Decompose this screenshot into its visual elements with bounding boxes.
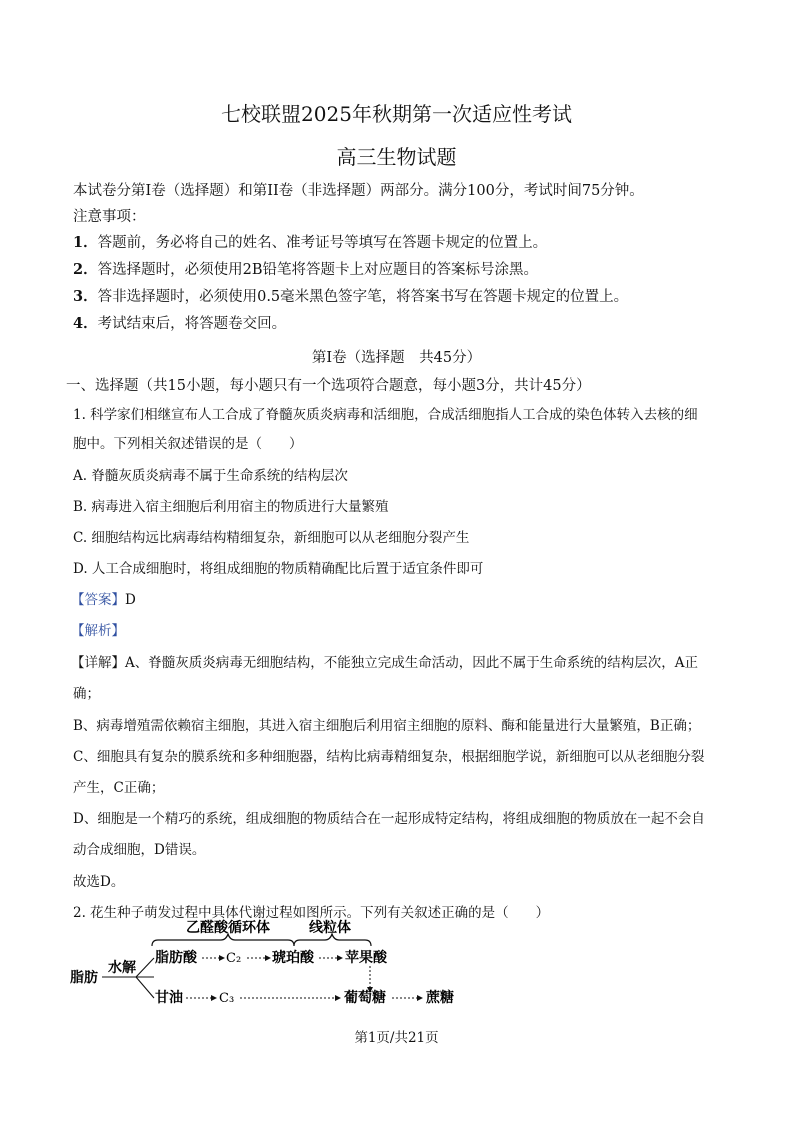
q1-detail-d-line1: D、细胞是一个精巧的系统，组成细胞的物质结合在一起形成特定结构，将组成细胞的物质放在一起不会自 bbox=[73, 811, 705, 827]
detail-tag: 【详解】 bbox=[71, 655, 125, 671]
q1-option-b: B. 病毒进入宿主细胞后利用宿主的物质进行大量繁殖 bbox=[73, 499, 389, 515]
q1-option-c: C. 细胞结构远比病毒结构精细复杂，新细胞可以从老细胞分裂产生 bbox=[73, 530, 470, 546]
node-fat: 脂肪 bbox=[70, 970, 98, 986]
notice-text: 答非选择题时，必须使用0.5毫米黑色签字笔，将答案书写在答题卡规定的位置上。 bbox=[97, 289, 629, 305]
q1-stem-line1: 1. 科学家们相继宣布人工合成了脊髓灰质炎病毒和活细胞，合成活细胞指人工合成的染色体转入去核的细 bbox=[73, 407, 698, 423]
node-succinate: 琥珀酸 bbox=[272, 950, 314, 966]
q1-option-d: D. 人工合成细胞时，将组成细胞的物质精确配比后置于适宜条件即可 bbox=[73, 561, 484, 577]
q1-conclusion: 故选D。 bbox=[73, 874, 125, 890]
q1-detail-c-line2: 产生，C正确； bbox=[73, 780, 165, 796]
node-sucrose: 蔗糖 bbox=[426, 990, 454, 1006]
section-title: 第I卷（选择题 共45分） bbox=[311, 350, 482, 366]
q1-option-a: A. 脊髓灰质炎病毒不属于生命系统的结构层次 bbox=[73, 468, 348, 484]
detail-a-text: A、脊髓灰质炎病毒无细胞结构，不能独立完成生命活动，因此不属于生命系统的结构层次，A正 bbox=[125, 655, 698, 671]
q1-detail-a-line2: 确； bbox=[73, 686, 100, 702]
part-title: 一、选择题（共15小题，每小题只有一个选项符合题意，每小题3分，共计45分） bbox=[66, 378, 591, 394]
q1-answer bbox=[71, 588, 136, 608]
branch-upper bbox=[136, 958, 154, 977]
node-c3: C₃ bbox=[219, 991, 235, 1006]
branch-lower bbox=[136, 977, 154, 998]
q1-detail-d-line2: 动合成细胞，D错误。 bbox=[73, 842, 206, 858]
notice-item bbox=[73, 258, 538, 279]
q1-detail-b: B、病毒增殖需依赖宿主细胞，其进入宿主细胞后利用宿主细胞的原料、酶和能量进行大量繁殖，B正确； bbox=[73, 718, 701, 734]
q2-stem: 2. 花生种子萌发过程中具体代谢过程如图所示。下列有关叙述正确的是（ ） bbox=[73, 905, 550, 921]
metabolism-diagram bbox=[66, 918, 466, 1010]
q1-detail-a-line1 bbox=[71, 651, 698, 671]
q1-stem-line2: 胞中。下列相关叙述错误的是（ ） bbox=[73, 436, 303, 452]
node-glycerol: 甘油 bbox=[155, 990, 183, 1006]
analysis-tag: 【解析】 bbox=[71, 623, 125, 639]
notice-item bbox=[73, 231, 547, 252]
answer-value: D bbox=[125, 592, 136, 608]
intro-text: 本试卷分第I卷（选择题）和第II卷（非选择题）两部分。满分100分，考试时间75分钟。 bbox=[73, 183, 644, 199]
notice-number: 2． bbox=[73, 261, 98, 278]
notice-label: 注意事项： bbox=[73, 209, 146, 225]
node-glucose: 葡萄糖 bbox=[344, 990, 386, 1006]
node-malate: 苹果酸 bbox=[345, 950, 387, 966]
page-footer: 第1页/共21页 bbox=[354, 1030, 439, 1046]
notice-number: 4． bbox=[73, 315, 98, 332]
notice-item bbox=[73, 312, 286, 333]
exam-subtitle: 高三生物试题 bbox=[336, 145, 457, 169]
label-hydrolysis: 水解 bbox=[108, 960, 136, 976]
label-glyoxysome: 乙醛酸循环体 bbox=[186, 920, 270, 936]
q1-detail-c-line1: C、细胞具有复杂的膜系统和多种细胞器，结构比病毒精细复杂，根据细胞学说，新细胞可以从老细胞分裂 bbox=[73, 749, 705, 765]
answer-tag: 【答案】 bbox=[71, 592, 125, 608]
label-mitochondria: 线粒体 bbox=[309, 920, 351, 936]
exam-title: 七校联盟2025年秋期第一次适应性考试 bbox=[221, 102, 572, 126]
notice-item bbox=[73, 285, 628, 306]
notice-number: 3． bbox=[73, 288, 98, 305]
node-fatty-acid: 脂肪酸 bbox=[155, 950, 197, 966]
notice-text: 考试结束后，将答题卷交回。 bbox=[97, 316, 287, 332]
notice-text: 答题前，务必将自己的姓名、准考证号等填写在答题卡规定的位置上。 bbox=[97, 235, 548, 251]
notice-text: 答选择题时，必须使用2B铅笔将答题卡上对应题目的答案标号涂黑。 bbox=[97, 262, 538, 278]
node-c2: C₂ bbox=[226, 951, 242, 966]
notice-number: 1． bbox=[73, 234, 98, 251]
